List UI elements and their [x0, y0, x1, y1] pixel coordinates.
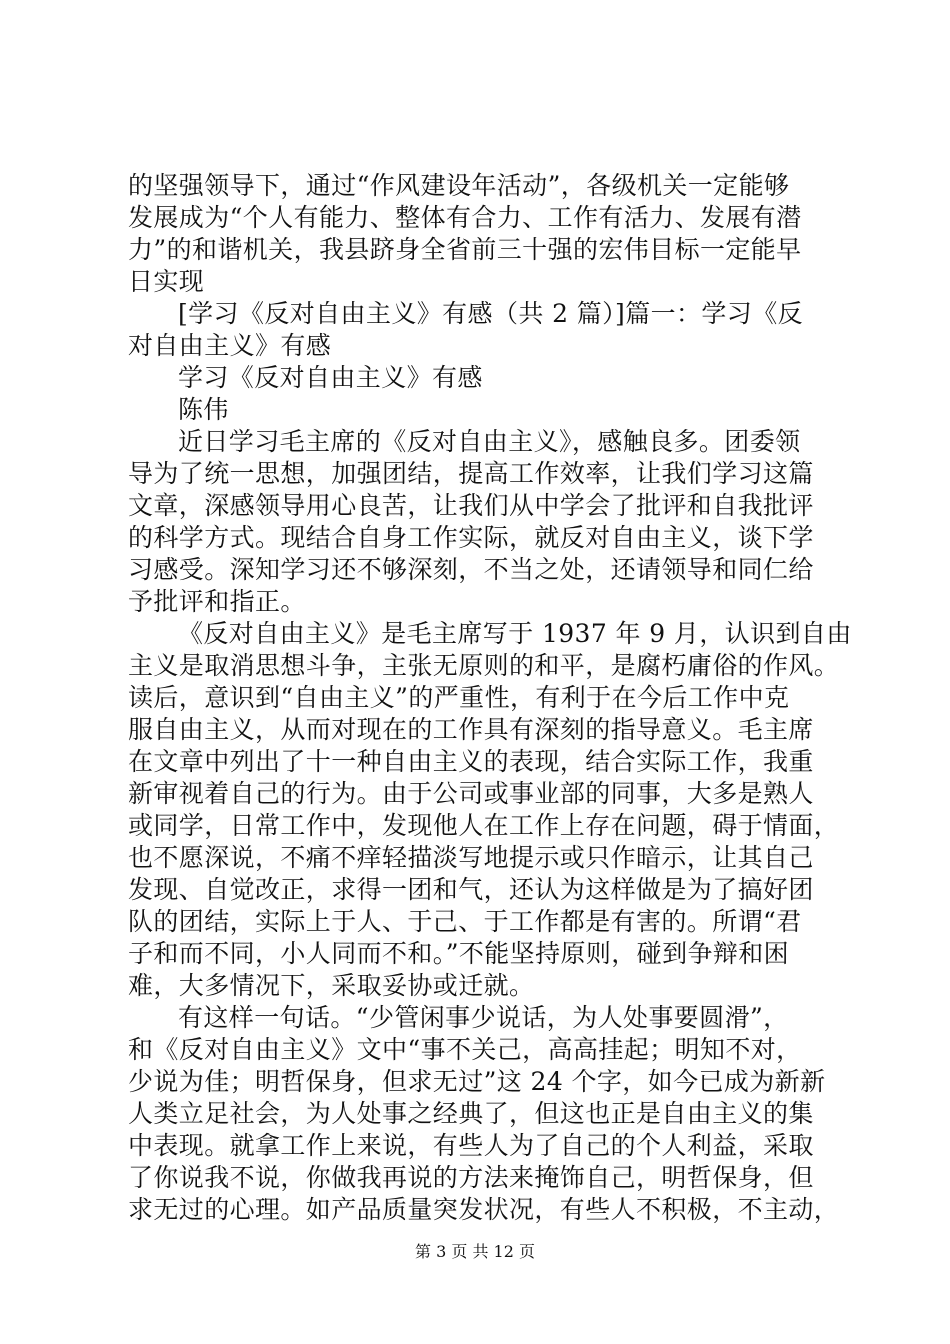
text-line: 在文章中列出了十一种自由主义的表现，结合实际工作，我重 [128, 747, 814, 776]
text-line: 《反对自由主义》是毛主席写于 1937 年 9 月，认识到自由 [178, 619, 852, 648]
text-line: 习感受。深知学习还不够深刻，不当之处，还请领导和同仁给 [128, 555, 814, 584]
text-line: 学习《反对自由主义》有感 [178, 363, 483, 392]
text-line: 对自由主义》有感 [128, 331, 332, 360]
text-line: 中表现。就拿工作上来说，有些人为了自己的个人利益，采取 [128, 1131, 814, 1160]
text-line: 有这样一句话。“少管闲事少说话，为人处事要圆滑”， [178, 1003, 789, 1032]
text-line: 的坚强领导下，通过“作风建设年活动”，各级机关一定能够 [128, 171, 790, 200]
text-line: 读后，意识到“自由主义”的严重性，有利于在今后工作中克 [128, 683, 790, 712]
text-line: 的科学方式。现结合自身工作实际，就反对自由主义，谈下学 [128, 523, 814, 552]
text-line: 难，大多情况下，采取妥协或迁就。 [128, 971, 535, 1000]
text-line: 人类立足社会，为人处事之经典了，但这也正是自由主义的集 [128, 1099, 814, 1128]
text-line: 主义是取消思想斗争，主张无原则的和平，是腐朽庸俗的作风。 [128, 651, 840, 680]
text-line: 陈伟 [178, 395, 229, 424]
text-line: [学习《反对自由主义》有感（共 2 篇）]篇一：学习《反 [178, 299, 804, 328]
text-line: 文章，深感领导用心良苦，让我们从中学会了批评和自我批评 [128, 491, 814, 520]
text-line: 服自由主义，从而对现在的工作具有深刻的指导意义。毛主席 [128, 715, 814, 744]
text-line: 近日学习毛主席的《反对自由主义》，感触良多。团委领 [178, 427, 801, 456]
text-line: 少说为佳；明哲保身，但求无过”这 24 个字，如今已成为新新 [128, 1067, 826, 1096]
text-line: 新审视着自己的行为。由于公司或事业部的同事，大多是熟人 [128, 779, 814, 808]
text-line: 发现、自觉改正，求得一团和气，还认为这样做是为了搞好团 [128, 875, 814, 904]
page-footer: 第 3 页 共 12 页 [415, 1242, 535, 1261]
text-line: 也不愿深说，不痛不痒轻描淡写地提示或只作暗示，让其自己 [128, 843, 814, 872]
text-line: 了你说我不说，你做我再说的方法来掩饰自己，明哲保身，但 [128, 1163, 814, 1192]
text-line: 或同学，日常工作中，发现他人在工作上存在问题，碍于情面， [128, 811, 840, 840]
text-line: 求无过的心理。如产品质量突发状况，有些人不积极，不主动， [128, 1195, 840, 1224]
text-line: 队的团结，实际上于人、于己、于工作都是有害的。所谓“君 [128, 907, 802, 936]
text-line: 力”的和谐机关，我县跻身全省前三十强的宏伟目标一定能早 [128, 235, 802, 264]
text-line: 予批评和指正。 [128, 587, 306, 616]
text-line: 子和而不同，小人同而不和。”不能坚持原则，碰到争辩和困 [128, 939, 790, 968]
text-line: 发展成为“个人有能力、整体有合力、工作有活力、发展有潜 [128, 203, 802, 232]
text-line: 日实现 [128, 267, 205, 296]
text-line: 和《反对自由主义》文中“事不关己，高高挂起；明知不对， [128, 1035, 802, 1064]
document-body [128, 170, 852, 1226]
text-line: 导为了统一思想，加强团结，提高工作效率，让我们学习这篇 [128, 459, 814, 488]
